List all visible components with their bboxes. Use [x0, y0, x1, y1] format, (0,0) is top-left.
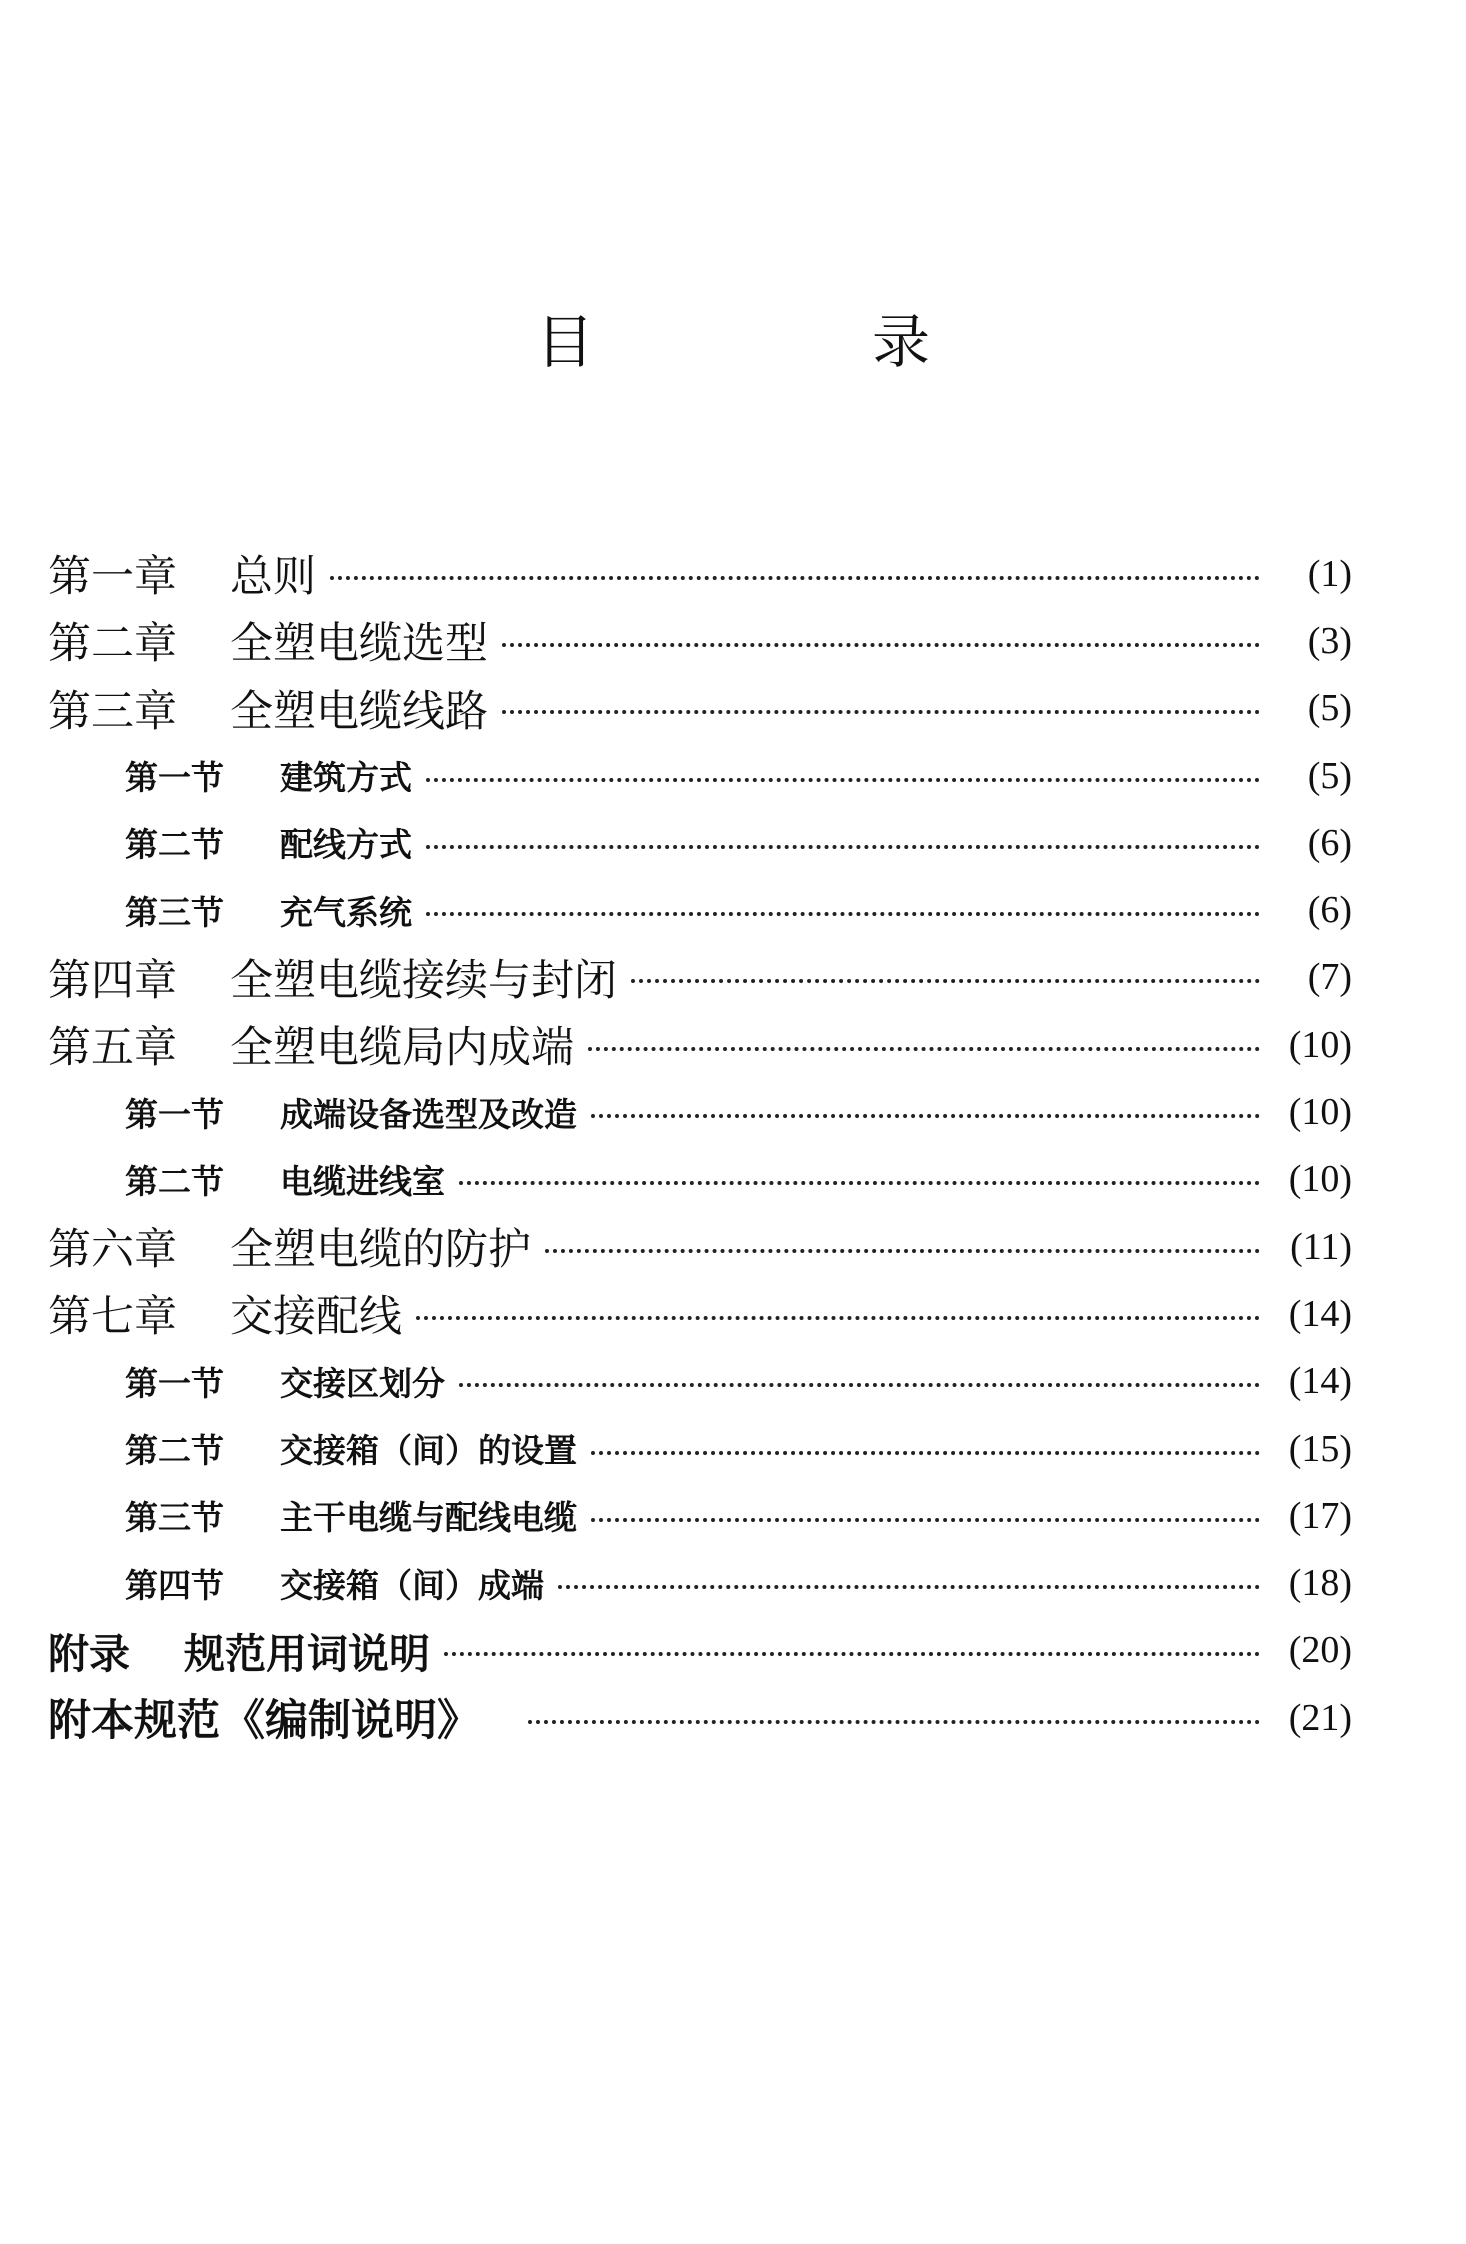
entry-number: 第二章	[48, 619, 177, 670]
dot-leader	[502, 710, 1260, 714]
entry-title: 充气系统	[280, 892, 412, 932]
toc-entry-chapter-3[interactable]	[0, 675, 1466, 742]
entry-title: 交接箱（间）成端	[280, 1565, 544, 1605]
page-number: (14)	[1288, 1360, 1352, 1403]
dot-leader	[558, 1585, 1260, 1589]
entry-number: 第四章	[48, 955, 177, 1006]
entry-number: 第五章	[48, 1023, 177, 1074]
entry-number: 第一节	[125, 758, 224, 798]
entry-title: 全塑电缆接续与封闭	[230, 955, 617, 1006]
page-number: (10)	[1288, 1158, 1352, 1201]
entry-number: 第一节	[125, 1094, 224, 1134]
page-number: (14)	[1288, 1292, 1352, 1335]
entry-title: 电缆进线室	[280, 1161, 445, 1201]
toc-entry-chapter-5[interactable]	[0, 1011, 1466, 1078]
toc-entry-appendix[interactable]	[0, 1617, 1466, 1684]
dot-leader	[426, 845, 1260, 849]
toc-entry-chapter-4[interactable]	[0, 944, 1466, 1011]
toc-entry-chapter-2[interactable]	[0, 607, 1466, 674]
entry-number: 第三章	[48, 686, 177, 737]
entry-title: 配线方式	[280, 825, 412, 865]
entry-title: 建筑方式	[280, 758, 412, 798]
page-number: (10)	[1288, 1023, 1352, 1066]
entry-title: 《编制说明》	[222, 1696, 480, 1747]
dot-leader	[426, 778, 1260, 782]
entry-number: 第六章	[48, 1225, 177, 1276]
page-number: (1)	[1307, 552, 1352, 595]
dot-leader	[631, 979, 1260, 983]
entry-title: 全塑电缆的防护	[230, 1225, 531, 1276]
entry-title: 主干电缆与配线电缆	[280, 1498, 577, 1538]
entry-number: 附本规范	[48, 1696, 220, 1747]
entry-title: 全塑电缆局内成端	[230, 1023, 574, 1074]
toc-entry-section-7-2[interactable]	[0, 1415, 1466, 1482]
entry-number: 第二节	[125, 1161, 224, 1201]
dot-leader	[591, 1114, 1260, 1118]
entry-title: 交接配线	[230, 1292, 402, 1343]
entry-number: 第四节	[125, 1565, 224, 1605]
entry-number: 附录	[48, 1629, 130, 1678]
toc-entry-section-5-1[interactable]	[0, 1078, 1466, 1145]
dot-leader	[588, 1047, 1260, 1051]
page-number: (17)	[1288, 1494, 1352, 1537]
entry-title: 规范用词说明	[184, 1629, 430, 1678]
dot-leader	[528, 1720, 1260, 1724]
entry-title: 交接箱（间）的设置	[280, 1431, 577, 1470]
page-number: (15)	[1288, 1427, 1352, 1470]
entry-number: 第七章	[48, 1292, 177, 1343]
entry-title: 全塑电缆选型	[230, 619, 488, 670]
dot-leader	[459, 1181, 1260, 1185]
page-title: 目 录	[535, 308, 1040, 376]
page-number: (3)	[1307, 619, 1352, 662]
entry-number: 第二节	[125, 1431, 224, 1470]
entry-number: 第一节	[125, 1363, 224, 1403]
toc-entry-chapter-7[interactable]	[0, 1280, 1466, 1347]
entry-title: 全塑电缆线路	[230, 686, 488, 737]
dot-leader	[591, 1451, 1260, 1455]
page-number: (5)	[1307, 754, 1352, 797]
dot-leader	[426, 912, 1260, 916]
page-number: (21)	[1288, 1696, 1352, 1739]
page-number: (18)	[1288, 1562, 1352, 1605]
entry-number: 第三节	[125, 1498, 224, 1538]
toc-entry-section-7-1[interactable]	[0, 1348, 1466, 1415]
dot-leader	[444, 1652, 1260, 1656]
toc-entry-chapter-1[interactable]	[0, 540, 1466, 607]
dot-leader	[591, 1518, 1260, 1522]
entry-number: 第二节	[125, 825, 224, 865]
dot-leader	[459, 1383, 1260, 1387]
page-number: (20)	[1288, 1629, 1352, 1672]
entry-title: 总则	[230, 552, 316, 603]
dot-leader	[330, 576, 1260, 580]
entry-title: 成端设备选型及改造	[280, 1094, 577, 1134]
dot-leader	[502, 643, 1260, 647]
page-number: (11)	[1290, 1225, 1352, 1268]
toc-entry-section-3-3[interactable]	[0, 876, 1466, 943]
page-number: (6)	[1307, 889, 1352, 932]
table-of-contents	[0, 540, 1466, 1751]
toc-entry-section-3-2[interactable]	[0, 809, 1466, 876]
dot-leader	[416, 1316, 1260, 1320]
entry-number: 第一章	[48, 552, 177, 603]
entry-number: 第三节	[125, 892, 224, 932]
toc-entry-section-3-1[interactable]	[0, 742, 1466, 809]
page-number: (10)	[1288, 1091, 1352, 1134]
page-number: (5)	[1307, 687, 1352, 730]
toc-entry-section-7-4[interactable]	[0, 1549, 1466, 1616]
dot-leader	[545, 1249, 1260, 1253]
toc-entry-chapter-6[interactable]	[0, 1213, 1466, 1280]
page-number: (7)	[1307, 956, 1352, 999]
toc-entry-explanation[interactable]	[0, 1684, 1466, 1751]
entry-title: 交接区划分	[280, 1363, 445, 1403]
toc-entry-section-7-3[interactable]	[0, 1482, 1466, 1549]
toc-entry-section-5-2[interactable]	[0, 1146, 1466, 1213]
page-number: (6)	[1307, 821, 1352, 864]
